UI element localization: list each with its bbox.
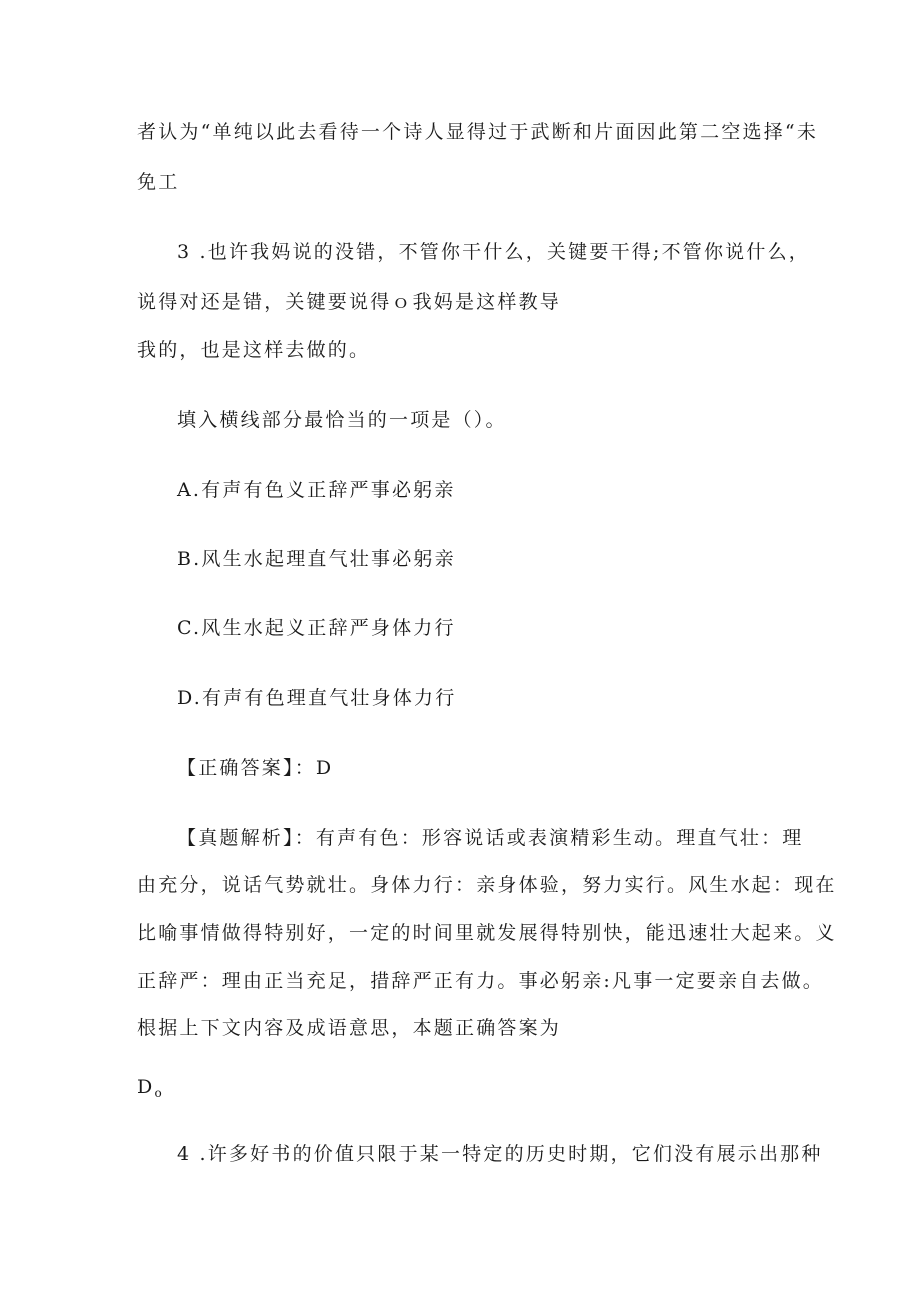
analysis-line-5: 根据上下文内容及成语意思，本题正确答案为 [137, 1017, 562, 1039]
question-prompt: 填入横线部分最恰当的一项是（）。 [177, 409, 507, 431]
analysis-answer [137, 1075, 162, 1105]
question-3-line-2: 说得对还是错，关键要说得ｏ我妈是这样教导 [137, 291, 562, 313]
question-4-line-1: 4 .许多好书的价值只限于某一特定的历史时期，它们没有展示出那种 [177, 1143, 823, 1165]
analysis-line-4: 正辞严：理由正当充足，措辞严正有力。事必躬亲:凡事一定要亲自去做。 [137, 970, 825, 992]
analysis-line-2: 由充分，说话气势就壮。身体力行：亲身体验，努力实行。风生水起：现在 [137, 874, 837, 896]
analysis-line-3: 比喻事情做得特别好，一定的时间里就发展得特别快，能迅速壮大起来。义 [137, 922, 837, 944]
paragraph-line-1: 者认为“单纯以此去看待一个诗人显得过于武断和片面因此第二空选择“未 [137, 121, 819, 143]
question-3-line-1: 3 .也许我妈说的没错，不管你干什么，关键要干得;不管你说什么， [177, 241, 810, 263]
option-d: D.有声有色理直气壮身体力行 [177, 687, 457, 709]
correct-answer: 【正确答案】：D [177, 757, 334, 779]
question-3-line-3: 我的，也是这样去做的。 [137, 339, 371, 361]
analysis-line-1: 【真题解析】：有声有色：形容说话或表演精彩生动。理直气壮：理 [177, 827, 804, 849]
option-a: A.有声有色义正辞严事必躬亲 [177, 479, 456, 501]
option-c: C.风生水起义正辞严身体力行 [177, 617, 456, 639]
analysis-answer-mark: o [154, 1086, 162, 1100]
paragraph-line-2: 免工 [137, 171, 180, 193]
option-b: B.风生水起理直气壮事必躬亲 [177, 548, 456, 570]
analysis-answer-letter: D [137, 1076, 155, 1098]
